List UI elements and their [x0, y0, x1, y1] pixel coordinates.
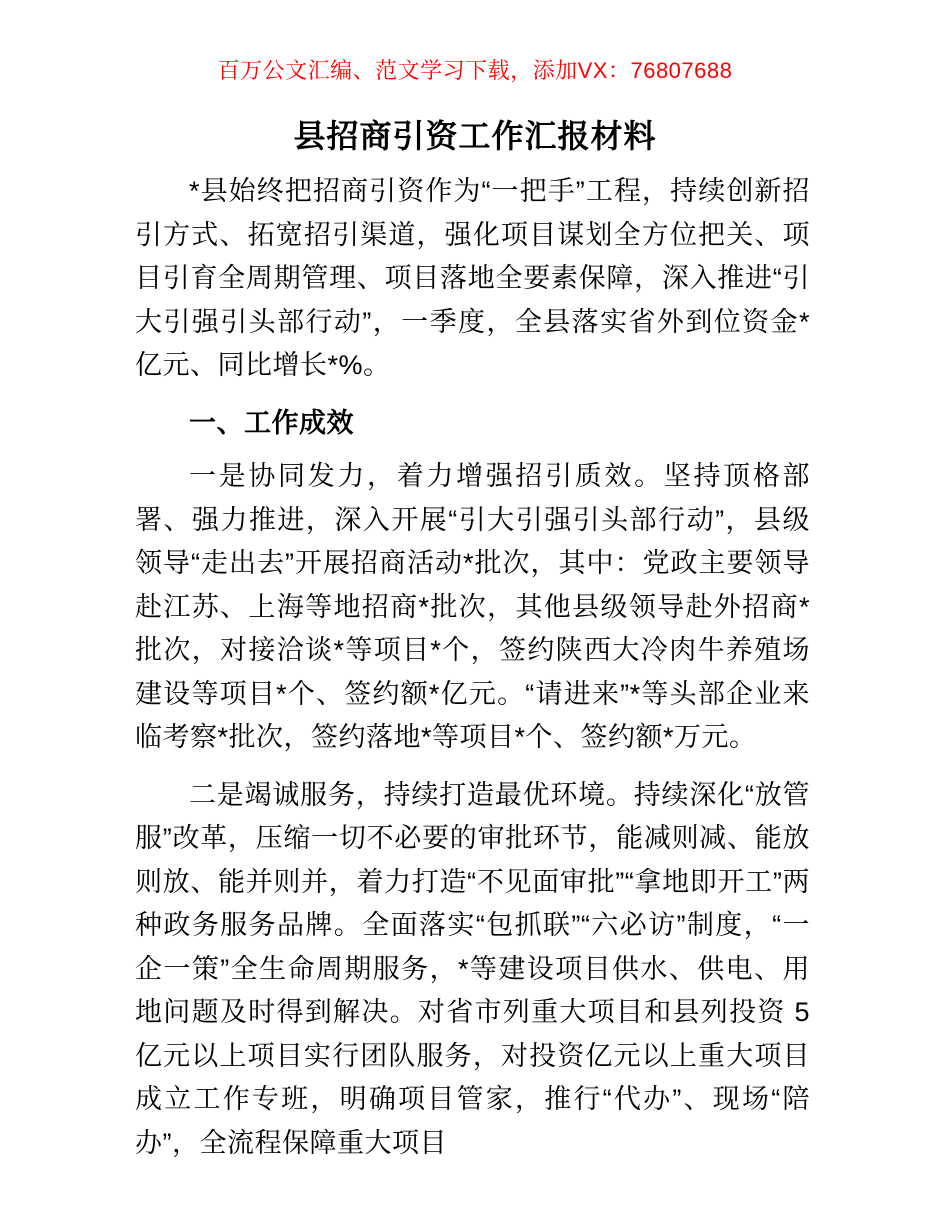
- watermark-notice: 百万公文汇编、范文学习下载，添加VX：76807688: [217, 58, 733, 83]
- section-heading-work-results: 一、工作成效: [189, 407, 354, 438]
- document-title: 县招商引资工作汇报材料: [293, 118, 657, 154]
- document-body: [135, 170, 810, 1165]
- paragraph-point-two: 二是竭诚服务，持续打造最优环境。持续深化“放管服”改革，压缩一切不必要的审批环节，能减则减、能放则放、能并则并，着力打造“不见面审批”“拿地即开工”两种政务服务品牌。全面落实“包抓联”“六必访”制度，“一企一策”全生命周期服务，*等建设项目供水、供电、用地问题及时得到解决。对省市列重大项目和县列投资 5 亿元以上项目实行团队服务，对投资亿元以上重大项目成立工作专班，明确项目管家，推行“代办”、现场“陪办”，全流程保障重大项目: [135, 779, 810, 1158]
- paragraph-intro: *县始终把招商引资作为“一把手”工程，持续创新招引方式、拓宽招引渠道，强化项目谋划全方位把关、项目引育全周期管理、项目落地全要素保障，深入推进“引大引强引头部行动”，一季度，全县落实省外到位资金*亿元、同比增长*%。: [135, 176, 810, 380]
- paragraph-point-one: 一是协同发力，着力增强招引质效。坚持顶格部署、强力推进，深入开展“引大引强引头部行动”，县级领导“走出去”开展招商活动*批次，其中：党政主要领导赴江苏、上海等地招商*批次，其他县级领导赴外招商*批次，对接洽谈*等项目*个，签约陕西大冷肉牛养殖场建设等项目*个、签约额*亿元。“请进来”*等头部企业来临考察*批次，签约落地*等项目*个、签约额*万元。: [135, 461, 810, 752]
